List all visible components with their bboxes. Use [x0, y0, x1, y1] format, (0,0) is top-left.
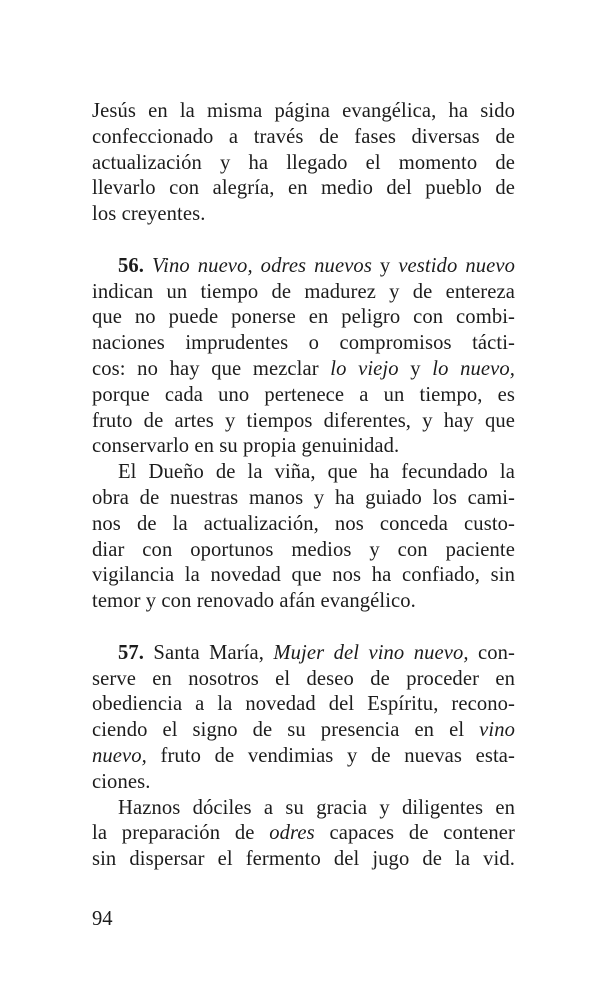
- italic-text: lo viejo: [330, 357, 399, 380]
- text-line: [92, 821, 515, 847]
- text-segment: serve en nosotros el deseo de proceder en: [92, 667, 515, 690]
- text-segment: vigilancia la novedad que nos ha confiado, sin: [92, 564, 515, 587]
- text-line: [92, 460, 515, 486]
- text-line: [92, 409, 515, 435]
- text-segment: obediencia a la novedad del Espíritu, recono-: [92, 693, 515, 716]
- text-line: [92, 254, 515, 280]
- paragraph: [92, 254, 515, 460]
- text-segment: fruto de artes y tiempos diferentes, y hay que: [92, 409, 515, 432]
- text-segment: sin dispersar el fermento del jugo de la vid.: [92, 848, 515, 871]
- text-line: [92, 744, 515, 770]
- text-line: [92, 512, 515, 538]
- text-segment: cos: no hay que mezclar: [92, 357, 331, 380]
- text-segment: porque cada uno pertenece a un tiempo, es: [92, 383, 515, 406]
- text-segment: capaces de contener: [314, 822, 515, 845]
- italic-text: odres: [269, 822, 315, 845]
- paragraph-gap: [92, 228, 515, 254]
- page-number: 94: [92, 908, 113, 930]
- text-segment: actualización y ha llegado el momento de: [92, 151, 515, 174]
- paragraph: [92, 99, 515, 228]
- italic-text: vino: [479, 719, 515, 742]
- text-line: [92, 280, 515, 306]
- paragraph: [92, 641, 515, 796]
- paragraph-gap: [92, 615, 515, 641]
- text-segment: nos de la actualización, nos conceda custo-: [92, 512, 515, 535]
- text-line: [92, 667, 515, 693]
- italic-text: Mujer del vino nuevo,: [273, 641, 469, 664]
- text-segment: la preparación de: [92, 822, 270, 845]
- text-line: [92, 796, 515, 822]
- text-line: [92, 718, 515, 744]
- text-segment: llevarlo con alegría, en medio del pueblo de: [92, 177, 515, 200]
- text-line: [92, 538, 515, 564]
- text-line: [92, 125, 515, 151]
- text-segment: y: [371, 254, 399, 277]
- italic-text: nuevo,: [92, 744, 147, 767]
- text-segment: ciendo el signo de su presencia en el: [92, 719, 480, 742]
- text-line: [92, 847, 515, 873]
- text-line: [92, 589, 515, 615]
- text-segment: diar con oportunos medios y con paciente: [92, 538, 515, 561]
- text-segment: Haznos dóciles a su gracia y diligentes en: [118, 796, 515, 819]
- text-segment: conservarlo en su propia genuinidad.: [92, 435, 400, 458]
- text-line: [92, 202, 515, 228]
- text-line: [92, 305, 515, 331]
- text-segment: y: [398, 357, 433, 380]
- text-segment: Santa María,: [144, 641, 274, 664]
- text-segment: obra de nuestras manos y ha guiado los cami-: [92, 486, 515, 509]
- paragraph: [92, 796, 515, 873]
- text-segment: fruto de vendimias y de nuevas esta-: [146, 744, 515, 767]
- text-line: [92, 176, 515, 202]
- italic-text: Vino nuevo, odres nuevos: [152, 254, 372, 277]
- text-segment: con-: [468, 641, 516, 664]
- text-segment: Jesús en la misma página evangélica, ha sido: [92, 100, 515, 122]
- text-line: [92, 434, 515, 460]
- text-segment: indican un tiempo de madurez y de entereza: [92, 280, 515, 303]
- text-segment: que no puede ponerse en peligro con combi-: [92, 306, 515, 329]
- italic-text: lo nuevo,: [432, 357, 515, 380]
- document-body: [92, 99, 515, 873]
- text-segment: [144, 255, 152, 277]
- section-number: 57.: [118, 641, 145, 664]
- text-line: [92, 486, 515, 512]
- text-segment: El Dueño de la viña, que ha fecundado la: [118, 461, 515, 484]
- text-line: [92, 151, 515, 177]
- text-line: [92, 692, 515, 718]
- paragraph: [92, 460, 515, 615]
- text-line: [92, 331, 515, 357]
- text-segment: naciones imprudentes o compromisos tácti-: [92, 332, 515, 355]
- text-line: [92, 383, 515, 409]
- text-segment: los creyentes.: [92, 203, 206, 226]
- text-segment: temor y con renovado afán evangélico.: [92, 590, 416, 613]
- italic-text: vestido nuevo: [398, 254, 515, 277]
- text-line: [92, 641, 515, 667]
- text-line: [92, 770, 515, 796]
- text-line: [92, 99, 515, 125]
- text-line: [92, 563, 515, 589]
- section-number: 56.: [118, 254, 145, 277]
- text-line: [92, 357, 515, 383]
- text-segment: ciones.: [92, 770, 151, 793]
- text-segment: confeccionado a través de fases diversas de: [92, 125, 515, 148]
